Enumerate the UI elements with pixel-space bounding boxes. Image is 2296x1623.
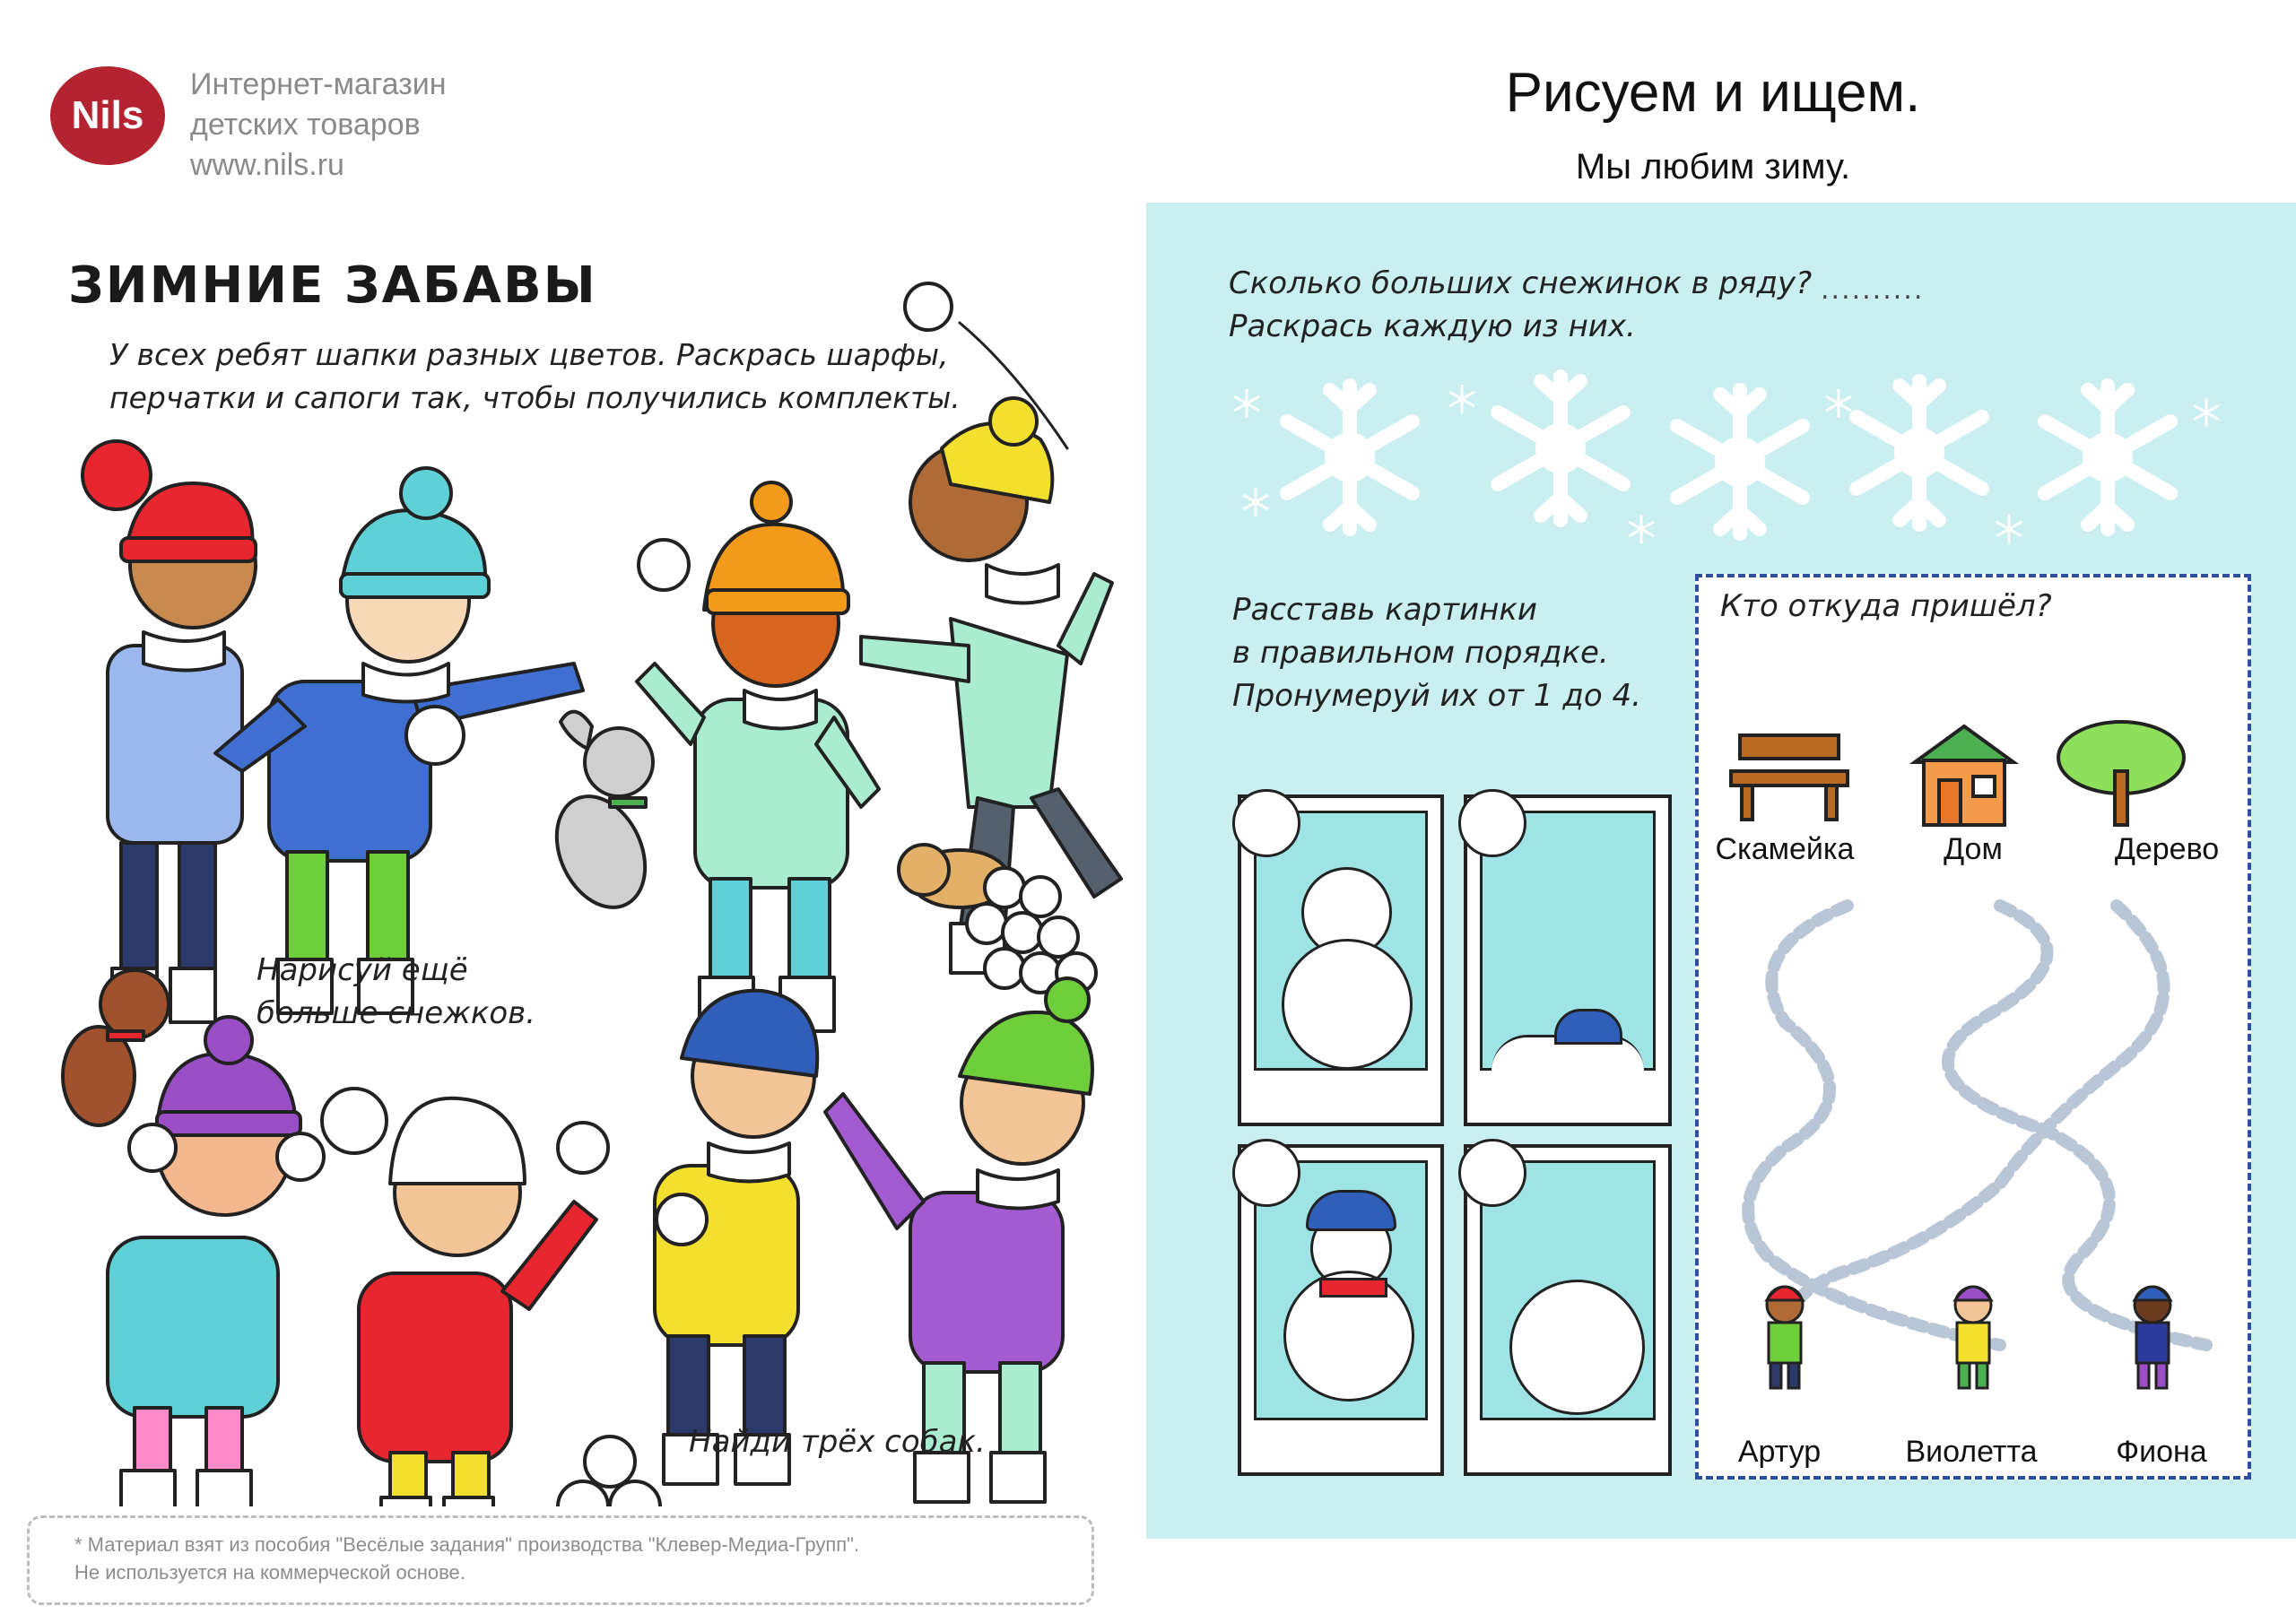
draw-more-line: Нарисуй ещё [257,952,468,988]
order-line: в правильном порядке. [1232,635,1609,671]
dog-icon [63,970,169,1125]
house-icon [1915,726,2013,825]
number-circle[interactable] [1458,1139,1526,1207]
small-snowflake-icon [1826,389,1851,418]
disclaimer-line: Не используется на коммерческой основе. [74,1561,465,1584]
bench-icon [1731,735,1848,820]
order-line: Пронумеруй их от 1 до 4. [1232,678,1641,714]
dog-icon [540,712,663,922]
snowman-frame-1[interactable] [1238,794,1444,1126]
snowflake-icon [1857,381,1982,525]
tree-icon [2058,722,2184,825]
shop-info [190,65,447,186]
find-three-dogs-text: Найди трёх собак. [689,1424,986,1460]
small-snowflake-icon [1243,488,1268,516]
number-circle[interactable] [1232,1139,1300,1207]
snowball-pile-icon [558,1436,660,1506]
number-circle[interactable] [1458,789,1526,857]
kid-fiona-icon [2135,1287,2170,1388]
kid-cyan-hat-icon [215,468,583,1013]
kid-label-artur: Артур [1737,1435,1822,1469]
nils-logo: Nils [50,66,165,165]
kid-purple-hat-icon [108,1017,324,1506]
kid-blue-hat-icon [655,991,817,1484]
number-circle[interactable] [1232,789,1300,857]
kid-label-fiona: Фиона [2116,1435,2207,1469]
snowman-frame-2[interactable] [1464,794,1672,1126]
snowflake-question [1229,262,1812,348]
kid-white-hat-icon [322,1089,608,1506]
hat-icon [1306,1190,1396,1231]
snowflake-icon [1677,390,1803,534]
scarf-icon [1319,1278,1387,1298]
shop-line: детских товаров [190,108,421,142]
kids-illustration [36,269,1130,1506]
footprint-trails [1748,906,2206,1345]
order-line: Расставь картинки [1232,592,1537,628]
draw-more-snowballs-text [257,949,535,1035]
question-line: Сколько больших снежинок в ряду? [1229,265,1813,301]
snowball-icon [905,283,952,330]
snowflake-row [1220,359,2242,565]
winter-fun-heading: ЗИМНИЕ ЗАБАВЫ [68,256,597,315]
instruction-line: У всех ребят шапки разных цветов. Раскрась шарфы, [109,337,949,372]
snowball-pile-icon [967,868,1096,993]
snowball-icon [1509,1280,1645,1415]
instruction-line: перчатки и сапоги так, чтобы получились комплекты. [109,380,961,415]
answer-blank[interactable]: .......... [1821,274,1925,306]
kid-label-violetta: Виолетта [1905,1435,2038,1469]
small-snowflake-icon [1449,385,1474,413]
hat-icon [1554,1009,1622,1045]
disclaimer-box [27,1515,1094,1605]
snowman-frame-4[interactable] [1464,1144,1672,1476]
snowflake-icon [1498,377,1623,520]
draw-more-line: больше снежков. [257,995,536,1031]
snowball-icon [1282,939,1413,1070]
small-snowflake-icon [2194,398,2219,427]
order-instruction [1232,588,1641,717]
snowflake-icon [2045,386,2170,529]
kid-violetta-icon [1955,1287,1991,1388]
shop-line: Интернет-магазин [190,67,447,101]
snowman-frame-3[interactable] [1238,1144,1444,1476]
page-title: Рисуем и ищем. [1505,62,1921,124]
question-line: Раскрась каждую из них. [1229,308,1636,344]
maze-illustration [1704,717,2242,1453]
small-snowflake-icon [1629,515,1654,543]
kid-artur-icon [1767,1287,1803,1388]
kid-orange-hat-icon [637,482,879,1031]
shop-url: www.nils.ru [190,148,344,182]
place-label-bench: Скамейка [1715,832,1855,866]
kid-red-hat-icon [83,441,256,1022]
disclaimer-line: * Материал взят из пособия "Весёлые задания" производства "Клевер-Медиа-Групп". [74,1533,860,1556]
maze-title: Кто откуда пришёл? [1720,588,2052,624]
place-label-house: Дом [1944,832,2003,866]
small-snowflake-icon [1234,389,1259,418]
page-subtitle: Мы любим зиму. [1575,147,1851,187]
snowflake-icon [1287,386,1413,529]
small-snowflake-icon [1996,515,2022,543]
place-label-tree: Дерево [2114,832,2220,866]
